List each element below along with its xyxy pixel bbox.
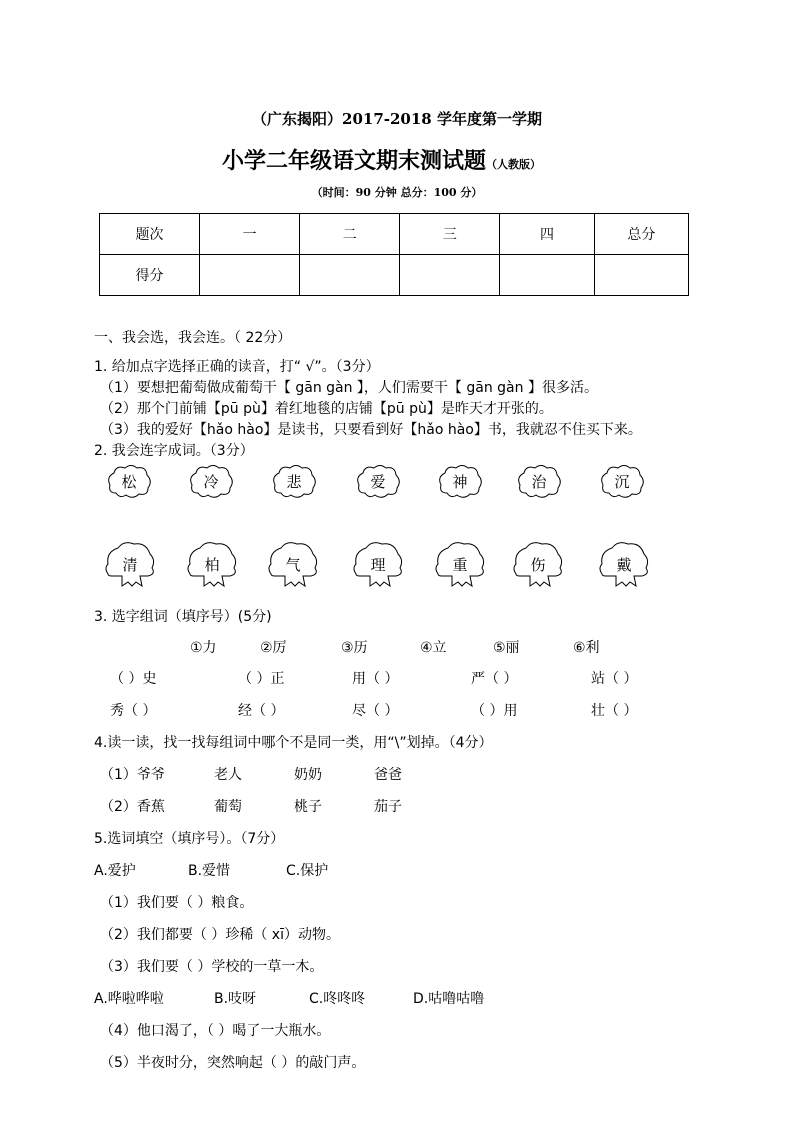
cloud-char: 沉 [614, 473, 630, 491]
score-entry-cell[interactable] [200, 255, 300, 296]
mushroom-shape[interactable] [104, 540, 156, 588]
exam-subtitle: （广东揭阳）2017-2018 学年度第一学期 [252, 110, 542, 128]
option-item: C.保护 [286, 863, 329, 879]
fill-blank[interactable]: （3）我们要（ ）学校的一草一木。 [100, 959, 324, 975]
mushroom-char: 戴 [616, 556, 632, 574]
word-item[interactable]: 茄子 [374, 799, 402, 815]
score-entry-cell[interactable] [400, 255, 500, 296]
cloud-char: 悲 [286, 473, 302, 491]
table-cell: 四 [500, 214, 594, 255]
mushroom-char: 伤 [530, 556, 546, 574]
word-item[interactable]: 爸爸 [374, 767, 402, 783]
table-row [100, 214, 689, 255]
question-title: 2. 我会连字成词。（3分） [94, 443, 254, 459]
table-cell: 总分 [594, 214, 688, 255]
cloud-shape[interactable] [355, 463, 401, 501]
table-row [100, 255, 689, 296]
cloud-shape[interactable] [516, 463, 562, 501]
mushroom-shape[interactable] [186, 540, 238, 588]
question-line: （2）那个门前铺【pū pù】着红地毯的店铺【pū pù】是昨天才开张的。 [100, 401, 553, 417]
score-entry-cell[interactable] [594, 255, 688, 296]
option-item: D.咕噜咕噜 [413, 991, 485, 1007]
option-item: ③历 [341, 640, 368, 656]
table-cell: 一 [200, 214, 300, 255]
question-line: （3）我的爱好【hǎo hào】是读书，只要看到好【hǎo hào】书，我就忍不住买下来。 [100, 422, 642, 438]
mushroom-char: 气 [285, 556, 301, 574]
fill-blank[interactable]: 严（ ） [471, 671, 518, 687]
question-line: （1）要想把葡萄做成葡萄干【 gān gàn 】，人们需要干【 gān gàn 】很多活。 [100, 380, 598, 396]
fill-blank[interactable]: （1）我们要（ ）粮食。 [100, 895, 254, 911]
word-item[interactable]: 桃子 [294, 799, 322, 815]
fill-blank[interactable]: （5）半夜时分，突然响起（ ）的敲门声。 [100, 1055, 366, 1071]
option-item: B.吱呀 [214, 991, 257, 1007]
cloud-shape[interactable] [188, 463, 234, 501]
mushroom-char: 柏 [204, 556, 220, 574]
option-item: ②厉 [260, 640, 287, 656]
edition-label: （人教版） [486, 158, 542, 171]
fill-blank[interactable]: （2）我们都要（ ）珍稀（ xī）动物。 [100, 927, 340, 943]
fill-blank[interactable]: （ ）正 [238, 671, 285, 687]
mushroom-char: 清 [122, 556, 138, 574]
exam-title-row [222, 144, 541, 175]
cloud-char: 松 [121, 473, 137, 491]
fill-blank[interactable]: 站（ ） [591, 671, 638, 687]
option-item: ⑤丽 [493, 640, 520, 656]
table-cell: 二 [300, 214, 400, 255]
cloud-shape[interactable] [437, 463, 483, 501]
mushroom-shape[interactable] [352, 540, 404, 588]
fill-blank[interactable]: 经（ ） [238, 703, 285, 719]
word-item[interactable]: 老人 [214, 767, 242, 783]
option-item: B.爱惜 [188, 863, 231, 879]
word-item[interactable]: （1）爷爷 [100, 767, 165, 783]
cloud-shape[interactable] [599, 463, 645, 501]
mushroom-shape[interactable] [512, 540, 564, 588]
question-title: 5.选词填空（填序号）。（7分） [94, 831, 285, 847]
word-item[interactable]: 葡萄 [214, 799, 242, 815]
option-item: ①力 [190, 640, 217, 656]
option-item: ⑥利 [573, 640, 600, 656]
table-cell: 得分 [100, 255, 200, 296]
question-title: 1. 给加点字选择正确的读音，打“ √”。（3分） [94, 359, 380, 375]
score-entry-cell[interactable] [500, 255, 594, 296]
fill-blank[interactable]: 壮（ ） [591, 703, 638, 719]
fill-blank[interactable]: （4）他口渴了，（ ）喝了一大瓶水。 [100, 1023, 331, 1039]
option-item: A.爱护 [94, 863, 136, 879]
cloud-shape[interactable] [271, 463, 317, 501]
cloud-char: 冷 [203, 473, 219, 491]
fill-blank[interactable]: （ ）史 [110, 671, 157, 687]
fill-blank[interactable]: 秀（ ） [110, 703, 157, 719]
mushroom-char: 重 [452, 556, 468, 574]
section-heading: 一、我会选，我会连。（ 22分） [94, 330, 292, 346]
question-title: 4.读一读，找一找每组词中哪个不是同一类，用“\”划掉。（4分） [94, 735, 493, 751]
mushroom-shape[interactable] [434, 540, 486, 588]
fill-blank[interactable]: 尽（ ） [352, 703, 399, 719]
fill-blank[interactable]: 用（ ） [352, 671, 399, 687]
word-item[interactable]: 奶奶 [294, 767, 322, 783]
question-title: 3. 选字组词（填序号）(5分) [94, 609, 272, 625]
mushroom-shape[interactable] [598, 540, 650, 588]
cloud-shape[interactable] [106, 463, 152, 501]
option-item: ④立 [420, 640, 447, 656]
cloud-char: 治 [531, 473, 547, 491]
table-cell: 题次 [100, 214, 200, 255]
exam-info: （时间：90 分钟 总分：100 分） [311, 186, 483, 199]
option-item: C.咚咚咚 [309, 991, 366, 1007]
option-item: A.哗啦哗啦 [94, 991, 164, 1007]
fill-blank[interactable]: （ ）用 [471, 703, 518, 719]
cloud-char: 神 [452, 473, 468, 491]
exam-title: 小学二年级语文期末测试题 [222, 148, 487, 174]
word-item[interactable]: （2）香蕉 [100, 799, 165, 815]
table-cell: 三 [400, 214, 500, 255]
cloud-char: 爱 [370, 473, 386, 491]
mushroom-char: 理 [370, 556, 386, 574]
mushroom-shape[interactable] [267, 540, 319, 588]
score-table [99, 213, 689, 296]
score-entry-cell[interactable] [300, 255, 400, 296]
